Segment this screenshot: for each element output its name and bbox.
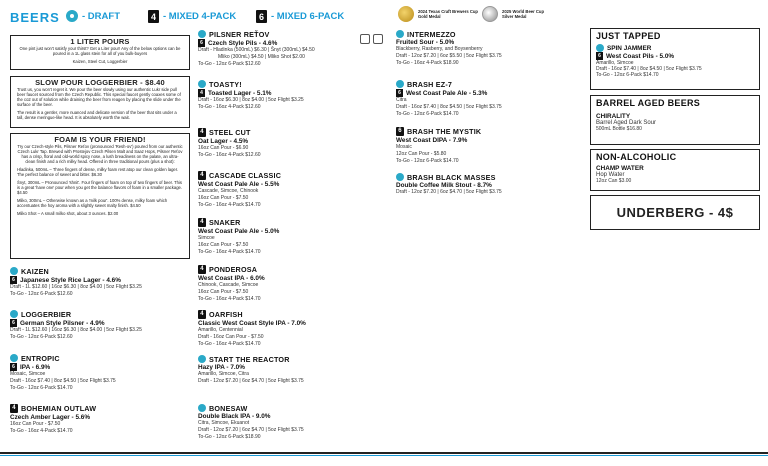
foam-mliko-shot: Mliko Shot – A small milko shot, about 3 ounces. $2.00: [17, 211, 119, 216]
beer-name: LOGGERBIER: [21, 309, 72, 319]
beer-price-togo: To-Go - 16oz 4-Pack $12.60: [198, 104, 261, 110]
beer-loggerbier: [10, 310, 195, 341]
barrel-price: 500mL Bottle $16.80: [596, 126, 642, 132]
beer-price-togo: To-Go - 16oz 4-Pack $12.60: [198, 152, 261, 158]
beer-style: Hazy IPA - 7.0%: [198, 364, 245, 371]
beer-style: West Coast IPA - 6.0%: [198, 275, 265, 282]
liter-list: Kaizen, Steel Cut, Loggerbier: [72, 59, 128, 64]
beer-name: BONESAW: [209, 403, 248, 413]
beer-price-togo: To-Go - 12oz 6-Pack $12.60: [198, 61, 261, 67]
beer-style: Classic West Coast Style IPA - 7.0%: [198, 320, 306, 327]
just-tapped-hops: Amarillo, Simcoe: [596, 60, 634, 66]
draft-icon: [198, 404, 206, 412]
draft-icon: [10, 354, 18, 362]
beer-style: West Coast Pale Ale - 5.5%: [198, 181, 280, 188]
draft-icon: [10, 310, 18, 318]
draft-icon: [66, 10, 78, 22]
beer-price-togo: To-Go - 16oz 4-Pack $14.70: [198, 249, 261, 255]
six-pack-icon: 6: [10, 276, 17, 284]
beer-start-the-reactor: [198, 355, 388, 385]
legend-6pack: [256, 10, 344, 23]
beer-name: BRASH BLACK MASSES: [407, 172, 496, 182]
six-pack-icon: 6: [596, 52, 603, 60]
beer-price: 16oz Can Pour - $7.50: [198, 242, 249, 248]
beer-style: West Coast Pale Ale - 5.0%: [198, 228, 280, 235]
beer-steel-cut: [198, 128, 388, 159]
beer-style: Japanese Style Rice Lager - 4.6%: [20, 276, 121, 284]
foam-body: Try our Czech-style Pils, Pilsner Reťov (pronounced 'Resh-ov') poured from our authentic Czech Lukr Tap. Brewed with Prostejov Czech Pilsen Malt and Saaz Hops, Pilsner Reťov has a crisp, floral and old-world spicy nose, a lush breadiness on the palate, an ultra-clean finish and a rich milky head. Offered in three traditional pours (plus a shot):: [17, 144, 183, 164]
beer-style: Toasted Lager - 5.1%: [208, 89, 272, 97]
draft-icon: [596, 44, 604, 52]
beer-hops: Citra: [396, 97, 407, 103]
barrel-style: Barrel Aged Dark Sour: [596, 120, 657, 126]
six-pack-icon: 6: [10, 363, 17, 371]
beer-price-togo: To-Go - 16oz 4-Pack $18.90: [396, 60, 459, 66]
beer-name: BOHEMIAN OUTLAW: [21, 404, 97, 413]
beer-price: 16oz Can Pour - $6.90: [198, 145, 249, 151]
barrel-aged-box: [590, 95, 760, 145]
beer-price: 16oz Can Pour - $7.50: [10, 421, 61, 427]
bottom-divider: [0, 452, 768, 454]
beer-price-togo: To-Go - 12oz 6-Pack $12.60: [10, 334, 73, 340]
liter-pours-box: [10, 35, 190, 70]
beer-price-mliko: Mliko (300mL) $4.50 | Mliko Shot $2.00: [218, 54, 305, 60]
legend-4pack: [148, 10, 236, 23]
beer-price: Draft - 1L $12.60 | 16oz $6.30 | 8oz $4.00 | 5oz Flight $3.25: [10, 327, 142, 333]
just-tapped-name: SPIN JAMMER: [607, 44, 652, 52]
nonalc-header: NON-ALCOHOLIC: [596, 152, 677, 162]
beer-price: 16oz Can Pour - $7.50: [198, 195, 249, 201]
beer-price-togo: To-Go - 12oz 6-Pack $14.70: [10, 385, 73, 391]
beer-hops: Cascade, Simcoe, Chinook: [198, 188, 259, 194]
beer-price: Draft - 16oz $6.30 | 8oz $4.00 | 5oz Flight $3.25: [198, 97, 304, 103]
slow-pour-box: [10, 76, 190, 128]
beer-kaizen: [10, 267, 195, 298]
slowpour-body2: The result is a gentler, more nuanced and delicate version of the beer that sits under a tall, dense meringue-like head. It is absolutely worth the wait.: [17, 110, 177, 120]
beer-style: Oat Lager - 4.5%: [198, 138, 249, 145]
beer-hops: Blackberry, Rasberry, and Boysenberry: [396, 46, 483, 52]
beer-name: CASCADE CLASSIC: [209, 171, 282, 180]
beer-style: Czech Amber Lager - 5.6%: [10, 414, 91, 421]
four-pack-icon: 4: [198, 218, 206, 227]
beer-price: Draft - 16oz $7.40 | 8oz $4.50 | 5oz Flight $3.75: [396, 104, 502, 110]
beer-price-togo: To-Go - 16oz 4-Pack $14.70: [198, 296, 261, 302]
foam-snyt: Šnyt, 300mL – Pronounced 'shnit'. Four fingers of foam on top of two fingers of beer. This is a great 'have one' pour when you get the balance flavors of foam in a smaller package. $4.50: [17, 180, 183, 195]
beer-price: Draft - 1L $12.60 | 16oz $6.30 | 8oz $4.00 | 5oz Flight $3.25: [10, 284, 142, 290]
beer-style: German Style Pilsner - 4.9%: [20, 319, 105, 327]
beer-bohemian-outlaw: [10, 404, 195, 435]
just-tapped-box: [590, 28, 760, 90]
legend-4pack-label: - MIXED 4-PACK: [163, 11, 237, 22]
beer-name: KAIZEN: [21, 266, 49, 276]
beer-cascade-classic: [198, 171, 388, 209]
silver-medal: [482, 6, 544, 22]
barrel-header: BARREL AGED BEERS: [596, 98, 701, 108]
beer-price: 16oz Can Pour - $7.50: [198, 289, 249, 295]
beer-name: TOASTY!: [209, 79, 242, 89]
nonalc-name: CHAMP WATER: [596, 165, 644, 172]
beer-hops: Mosaic: [396, 144, 412, 150]
draft-icon: [198, 80, 206, 88]
nonalc-price: 12oz Can $3.00: [596, 178, 632, 184]
beer-price: 12oz Can Pour - $5.80: [396, 151, 447, 157]
silver-medal-line1: 2025 World Beer Cup: [502, 9, 545, 14]
beer-name: BRASH EZ-7: [407, 79, 453, 89]
beer-price: Draft - 16oz Can Pour - $7.50: [198, 334, 264, 340]
beer-brash-the-mystik: [396, 127, 586, 165]
just-tapped-price-togo: To-Go - 12oz 6-Pack $14.70: [596, 72, 659, 78]
beer-style: Double Coffee Milk Stout - 8.7%: [396, 182, 492, 189]
draft-icon: [10, 267, 18, 275]
liter-body: One pint just won't satisfy your thirst? Get a Liter pour! Any of the below options can be poured in a 1L glass stein for all of you bulk-buyers: [19, 46, 181, 56]
beer-price-togo: To-Go - 16oz 4-Pack $14.70: [198, 202, 261, 208]
beer-toasty: [198, 80, 388, 111]
six-pack-icon: 6: [10, 319, 17, 327]
cup-icons: [360, 34, 388, 48]
foam-hladinka: Hladinka, 500mL – Three fingers of dense, milky foam rest atop our clean golden lager. The perfect balance of sweet and bitter. $6.30: [17, 167, 179, 177]
non-alcoholic-box: [590, 149, 760, 191]
beer-bonesaw: [198, 404, 388, 441]
foam-mliko: Mliko, 300mL – Otherwise known as a 'milk pour'. 100% dense, milky foam which accentuates the hoy aroma with a slightly sweet malty finish. $4.50: [17, 198, 168, 208]
beer-name: PONDEROSA: [209, 265, 258, 274]
six-pack-icon: 6: [256, 10, 267, 23]
draft-icon: [396, 173, 404, 181]
beer-style: Czech Style Pils - 4.6%: [208, 39, 278, 47]
foam-box: [10, 133, 190, 259]
beer-oarfish: [198, 310, 388, 348]
beer-price-togo: To-Go - 12oz 6-Pack $14.70: [396, 111, 459, 117]
beer-price: Draft - 12oz $7.20 | 6oz $5.50 | 5oz Flight $3.75: [396, 53, 502, 59]
beer-hops: Amarillo, Centennial: [198, 327, 243, 333]
slowpour-body1: Trust us, you won't regret it. We pour the beer slowly using our authentic Lukr side pull beer faucet sourced from the Czech Republic. This special faucet gently coaxes some of the co2 out of solution while draining the beer from reagen by placing the slide under the surface of the beer.: [17, 87, 181, 107]
beer-name: BRASH THE MYSTIK: [407, 127, 482, 136]
gold-medal-line2: Gold Medal: [418, 14, 441, 19]
gold-medal-line1: 2024 Texas Craft Brewers Cup: [418, 9, 478, 14]
glass-icon: [373, 34, 383, 44]
beer-name: ENTROPIC: [21, 353, 60, 363]
beer-brash-ez7: [396, 80, 586, 118]
bottom-accent-line: [0, 455, 768, 456]
beer-name: STEEL CUT: [209, 128, 251, 137]
liter-title: 1 LITER POURS: [70, 37, 130, 46]
beer-price-togo: To-Go - 12oz 6-Pack $12.60: [10, 291, 73, 297]
four-pack-icon: 4: [198, 171, 206, 180]
beer-price-togo: To-Go - 16oz 4-Pack $14.70: [198, 341, 261, 347]
beer-name: SNAKER: [209, 218, 241, 227]
beer-style: Double Black IPA - 9.0%: [198, 413, 271, 420]
beer-name: PILSNER REŤOV: [209, 29, 270, 39]
underberg-box: UNDERBERG - 4$: [590, 195, 760, 230]
four-pack-icon: 4: [198, 265, 206, 274]
beer-name: INTERMEZZO: [407, 29, 456, 39]
legend-6pack-label: - MIXED 6-PACK: [271, 11, 345, 22]
beer-price-togo: To-Go - 16oz 4-Pack $14.70: [10, 428, 73, 434]
four-pack-icon: 4: [198, 128, 206, 137]
four-pack-icon: 4: [198, 89, 205, 97]
draft-icon: [396, 80, 404, 88]
draft-icon: [198, 355, 206, 363]
four-pack-icon: 4: [10, 404, 18, 413]
foam-title: FOAM IS YOUR FRIEND!: [54, 135, 146, 144]
gold-medal: [398, 6, 478, 22]
beer-ponderosa: [198, 265, 388, 303]
glass-icon: [360, 34, 370, 44]
beer-name: OARFISH: [209, 310, 243, 319]
six-pack-icon: 6: [396, 127, 404, 136]
nonalc-style: Hop Water: [596, 172, 625, 178]
beer-intermezzo: [396, 30, 586, 67]
draft-icon: [198, 30, 206, 38]
just-tapped-header: JUST TAPPED: [596, 31, 661, 41]
six-pack-icon: 6: [198, 39, 205, 47]
beers-title: BEERS: [10, 10, 60, 25]
beer-price: Draft - Hladinka (500mL) $6.30 | Šnyt (300mL) $4.50: [198, 47, 315, 53]
beer-style: West Coast Pale Ale - 5.3%: [406, 89, 488, 97]
beer-brash-black-masses: [396, 173, 586, 196]
just-tapped-price: Draft - 16oz $7.40 | 8oz $4.50 | 5oz Flight $3.75: [596, 66, 702, 72]
gold-medal-icon: [398, 6, 414, 22]
beer-style: West Coast DIPA - 7.9%: [396, 137, 468, 144]
beer-snaker: [198, 218, 388, 256]
beer-style: IPA - 6.9%: [20, 363, 51, 371]
beer-price: Draft - 12oz $7.20 | 6oz $4.70 | 5oz Flight $3.75: [198, 427, 304, 433]
beer-price-togo: To-Go - 12oz 6-Pack $18.90: [198, 434, 261, 440]
beer-hops: Mosaic, Simcoe: [10, 371, 46, 377]
slowpour-title: SLOW POUR LOGGERBIER - $8.40: [35, 78, 165, 87]
legend-draft: [66, 10, 120, 22]
beer-hops: Citra, Simcoe, Ekuanot: [198, 420, 250, 426]
beer-price: Draft - 12oz $7.20 | 6oz $4.70 | 5oz Flight $3.75: [396, 189, 502, 195]
beer-hops: Chinook, Cascade, Simcoe: [198, 282, 259, 288]
silver-medal-icon: [482, 6, 498, 22]
beer-name: START THE REACTOR: [209, 354, 290, 364]
beer-hops: Amarillo, Simcoe, Citra: [198, 371, 249, 377]
beer-price: Draft - 16oz $7.40 | 8oz $4.50 | 5oz Flight $3.75: [10, 378, 116, 384]
beer-entropic: [10, 354, 195, 392]
beer-hops: Simcoe: [198, 235, 215, 241]
four-pack-icon: 4: [148, 10, 159, 23]
four-pack-icon: 4: [198, 310, 206, 319]
legend-draft-label: - DRAFT: [82, 10, 120, 22]
six-pack-icon: 6: [396, 89, 403, 97]
beer-price-togo: To-Go - 12oz 6-Pack $14.70: [396, 158, 459, 164]
draft-icon: [396, 30, 404, 38]
just-tapped-style: West Coast Pils - 5.0%: [606, 52, 675, 60]
silver-medal-line2: Silver Medal: [502, 14, 527, 19]
beer-style: Fruited Sour - 5.0%: [396, 39, 455, 46]
barrel-name: CHIRALITY: [596, 113, 631, 120]
beer-price: Draft - 12oz $7.20 | 6oz $4.70 | 5oz Flight $3.75: [198, 378, 304, 384]
